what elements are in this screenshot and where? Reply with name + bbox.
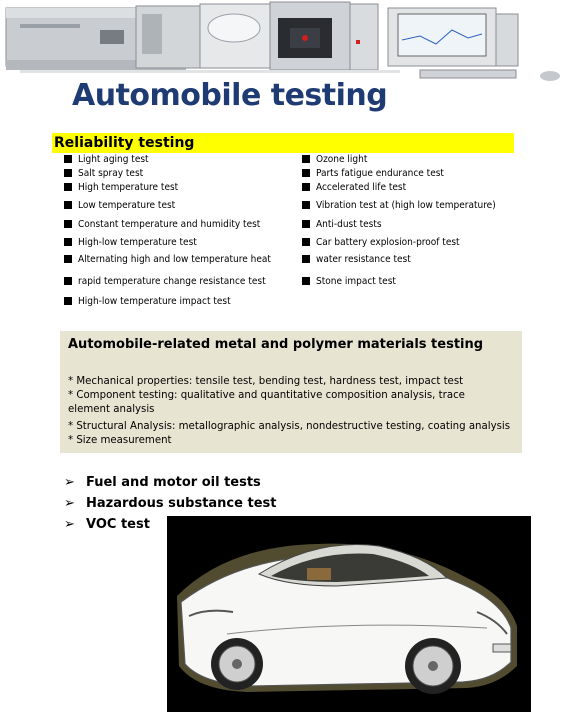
list-item: rapid temperature change resistance test	[64, 276, 266, 288]
black-square-bullet-icon	[64, 183, 72, 191]
header-lab-equipment-image	[0, 0, 566, 86]
black-square-bullet-icon	[302, 220, 310, 228]
reliability-heading: Reliability testing	[54, 135, 195, 151]
list-item: ➢ Hazardous substance test	[64, 496, 277, 511]
black-square-bullet-icon	[302, 255, 310, 263]
black-square-bullet-icon	[64, 155, 72, 163]
black-square-bullet-icon	[64, 297, 72, 305]
materials-line: * Structural Analysis: metallographic analysis, nondestructive testing, coating analysis	[68, 421, 511, 432]
black-square-bullet-icon	[302, 201, 310, 209]
page-title: Automobile testing	[72, 78, 388, 113]
black-square-bullet-icon	[302, 183, 310, 191]
black-square-bullet-icon	[64, 255, 72, 263]
black-square-bullet-icon	[64, 238, 72, 246]
arrowhead-bullet-icon: ➢	[64, 475, 75, 490]
list-item: High-low temperature impact test	[64, 296, 231, 308]
black-square-bullet-icon	[64, 277, 72, 285]
black-square-bullet-icon	[302, 169, 310, 177]
list-item: Constant temperature and humidity test	[64, 219, 260, 231]
list-item: Alternating high and low temperature heat	[64, 254, 271, 266]
list-item: Vibration test at (high low temperature)	[302, 200, 496, 212]
list-item: Anti-dust tests	[302, 219, 382, 231]
list-item: Parts fatigue endurance test	[302, 168, 444, 180]
list-item: Accelerated life test	[302, 182, 406, 194]
list-item: ➢ VOC test	[64, 517, 150, 532]
materials-line: * Component testing: qualitative and quantitative composition analysis, trace	[68, 390, 465, 401]
list-item: High temperature test	[64, 182, 178, 194]
list-item: Ozone light	[302, 154, 367, 166]
black-square-bullet-icon	[64, 220, 72, 228]
black-square-bullet-icon	[64, 201, 72, 209]
black-square-bullet-icon	[302, 238, 310, 246]
list-item: Salt spray test	[64, 168, 143, 180]
materials-heading: Automobile-related metal and polymer materials testing	[68, 337, 484, 352]
materials-line: * Mechanical properties: tensile test, bending test, hardness test, impact test	[68, 376, 464, 387]
materials-line: element analysis	[68, 404, 155, 415]
arrowhead-bullet-icon: ➢	[64, 517, 75, 532]
black-square-bullet-icon	[302, 155, 310, 163]
sports-car-image	[167, 516, 531, 712]
list-item: Stone impact test	[302, 276, 396, 288]
list-item: Car battery explosion-proof test	[302, 237, 460, 249]
black-square-bullet-icon	[64, 169, 72, 177]
black-square-bullet-icon	[302, 277, 310, 285]
list-item: Low temperature test	[64, 200, 175, 212]
list-item: High-low temperature test	[64, 237, 197, 249]
materials-line: * Size measurement	[68, 435, 172, 446]
list-item: Light aging test	[64, 154, 149, 166]
list-item: water resistance test	[302, 254, 411, 266]
list-item: ➢ Fuel and motor oil tests	[64, 475, 261, 490]
arrowhead-bullet-icon: ➢	[64, 496, 75, 511]
